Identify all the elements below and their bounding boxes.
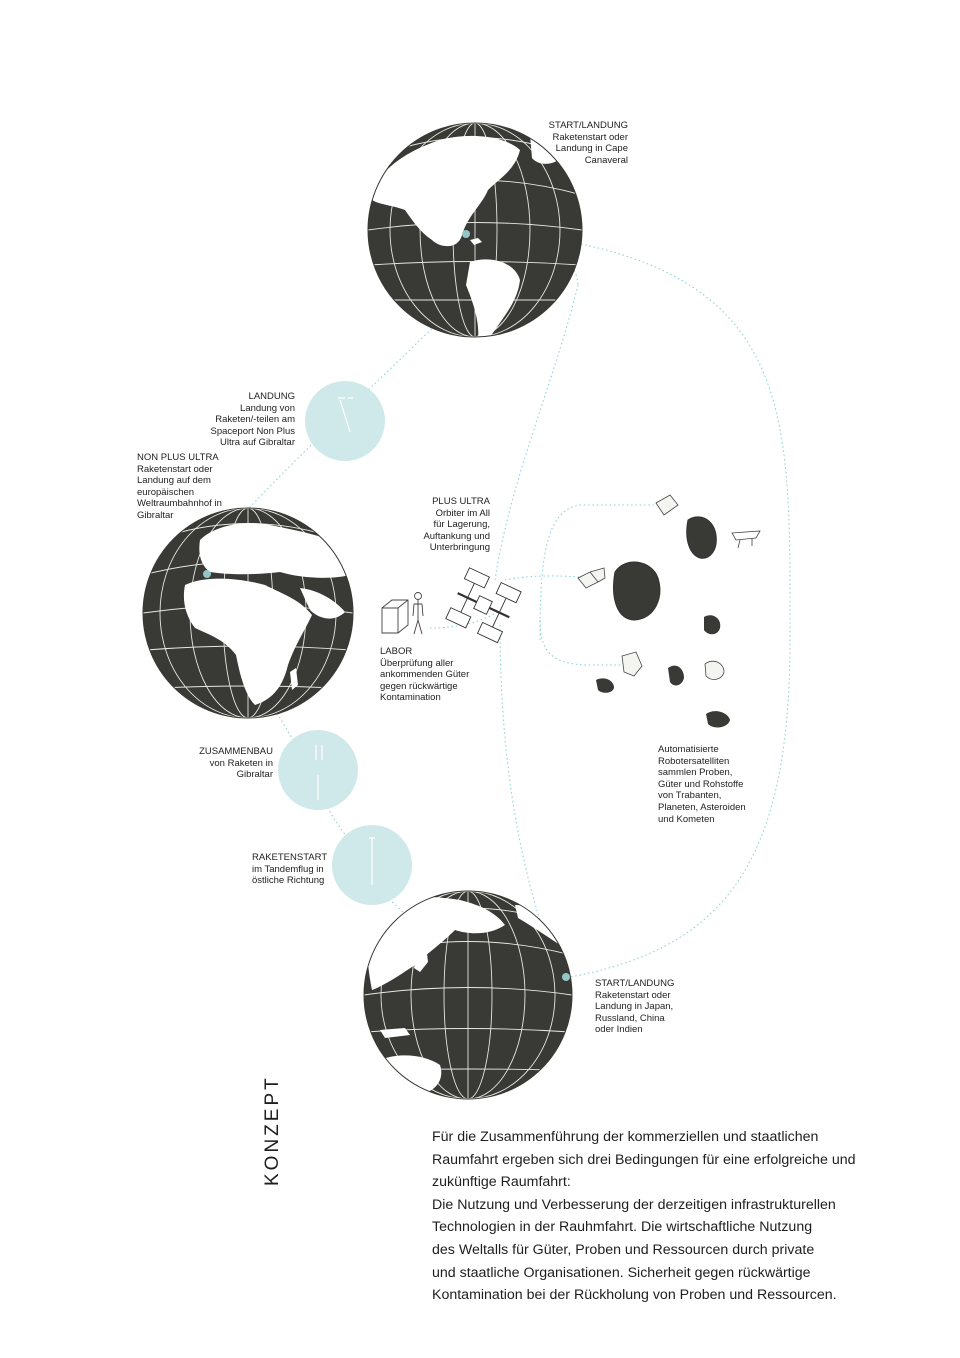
label-landung: LANDUNG Landung von Raketen/-teilen am Spaceport Non Plus Ultra auf Gibraltar (175, 391, 295, 449)
path-branch-bottom (540, 620, 625, 665)
label-labor: LABOR Überprüfung aller ankommenden Güter gegen rückwärtige Kontamination (380, 646, 500, 704)
label-title: PLUS ULTRA (432, 496, 490, 507)
asteroid-icon (596, 678, 614, 692)
body-line: Kontamination bei der Rückholung von Proben und Ressourcen. (432, 1287, 837, 1304)
path-orbiter-to-satellites (505, 576, 590, 580)
asteroid-icon (668, 666, 684, 686)
body-line: des Weltalls für Güter, Proben und Ressourcen durch private (432, 1241, 815, 1258)
asteroid-icon (704, 615, 720, 634)
globe-pacific (364, 890, 572, 1100)
body-line: Raumfahrt ergeben sich drei Bedingungen für eine erfolgreiche und (432, 1151, 856, 1168)
label-title: NON PLUS ULTRA (137, 452, 219, 463)
globe-europe-africa (143, 505, 353, 720)
label-raketenstart: RAKETENSTART im Tandemflug in östliche Richtung (252, 852, 372, 887)
satellite-icon (732, 531, 760, 548)
body-line: und staatliche Organisationen. Sicherheit gegen rückwärtige (432, 1264, 811, 1281)
labor-illustration (382, 593, 423, 635)
page-title: KONZEPT (262, 1075, 283, 1186)
body-paragraph (432, 1126, 902, 1307)
label-title: LANDUNG (248, 391, 295, 402)
asteroid-icon (614, 562, 660, 620)
body-line: Die Nutzung und Verbesserung der derzeitigen infrastrukturellen (432, 1196, 836, 1213)
label-start-us: START/LANDUNG Raketenstart oder Landung in Cape Canaveral (500, 120, 628, 166)
body-line: Technologien in der Rauhmfahrt. Die wirtschaftliche Nutzung (432, 1219, 813, 1236)
label-title: LABOR (380, 646, 413, 657)
label-non-plus-ultra: NON PLUS ULTRA Raketenstart oder Landung auf dem europäischen Weltraumbahnhof in Gibraltar (137, 452, 257, 522)
satellites-group (578, 495, 760, 727)
lab-box-icon (382, 600, 408, 633)
australia-shape (380, 1055, 441, 1094)
human-figure-icon (413, 593, 423, 635)
body-line: zukünftige Raumfahrt: (432, 1174, 571, 1191)
label-title: START/LANDUNG (548, 120, 628, 131)
europe-shape (199, 523, 350, 578)
label-title: RAKETENSTART (252, 852, 328, 863)
label-plus-ultra: PLUS ULTRA Orbiter im All für Lagerung, Auftankung und Unterbringung (370, 496, 490, 554)
label-satelliten: Automatisierte Robotersatelliten sammlen Proben, Güter und Rohstoffe von Trabanten, Planeten, Asteroiden und Kometen (658, 744, 746, 825)
label-zusammenbau: ZUSAMMENBAU von Raketen in Gibraltar (160, 746, 273, 781)
asteroid-icon (687, 517, 717, 558)
satellite-icon (622, 652, 642, 676)
landing-circle (305, 381, 385, 461)
asteroid-icon (706, 711, 730, 727)
label-title: START/LANDUNG (595, 978, 675, 989)
body-line: Für die Zusammenführung der kommerziellen und staatlichen (432, 1129, 819, 1145)
satellite-icon (578, 568, 605, 588)
asteroid-icon (705, 661, 724, 679)
label-start-asia: START/LANDUNG Raketenstart oder Landung in Japan, Russland, China oder Indien (595, 978, 715, 1036)
label-title: ZUSAMMENBAU (199, 746, 273, 757)
satellite-icon (656, 495, 678, 515)
